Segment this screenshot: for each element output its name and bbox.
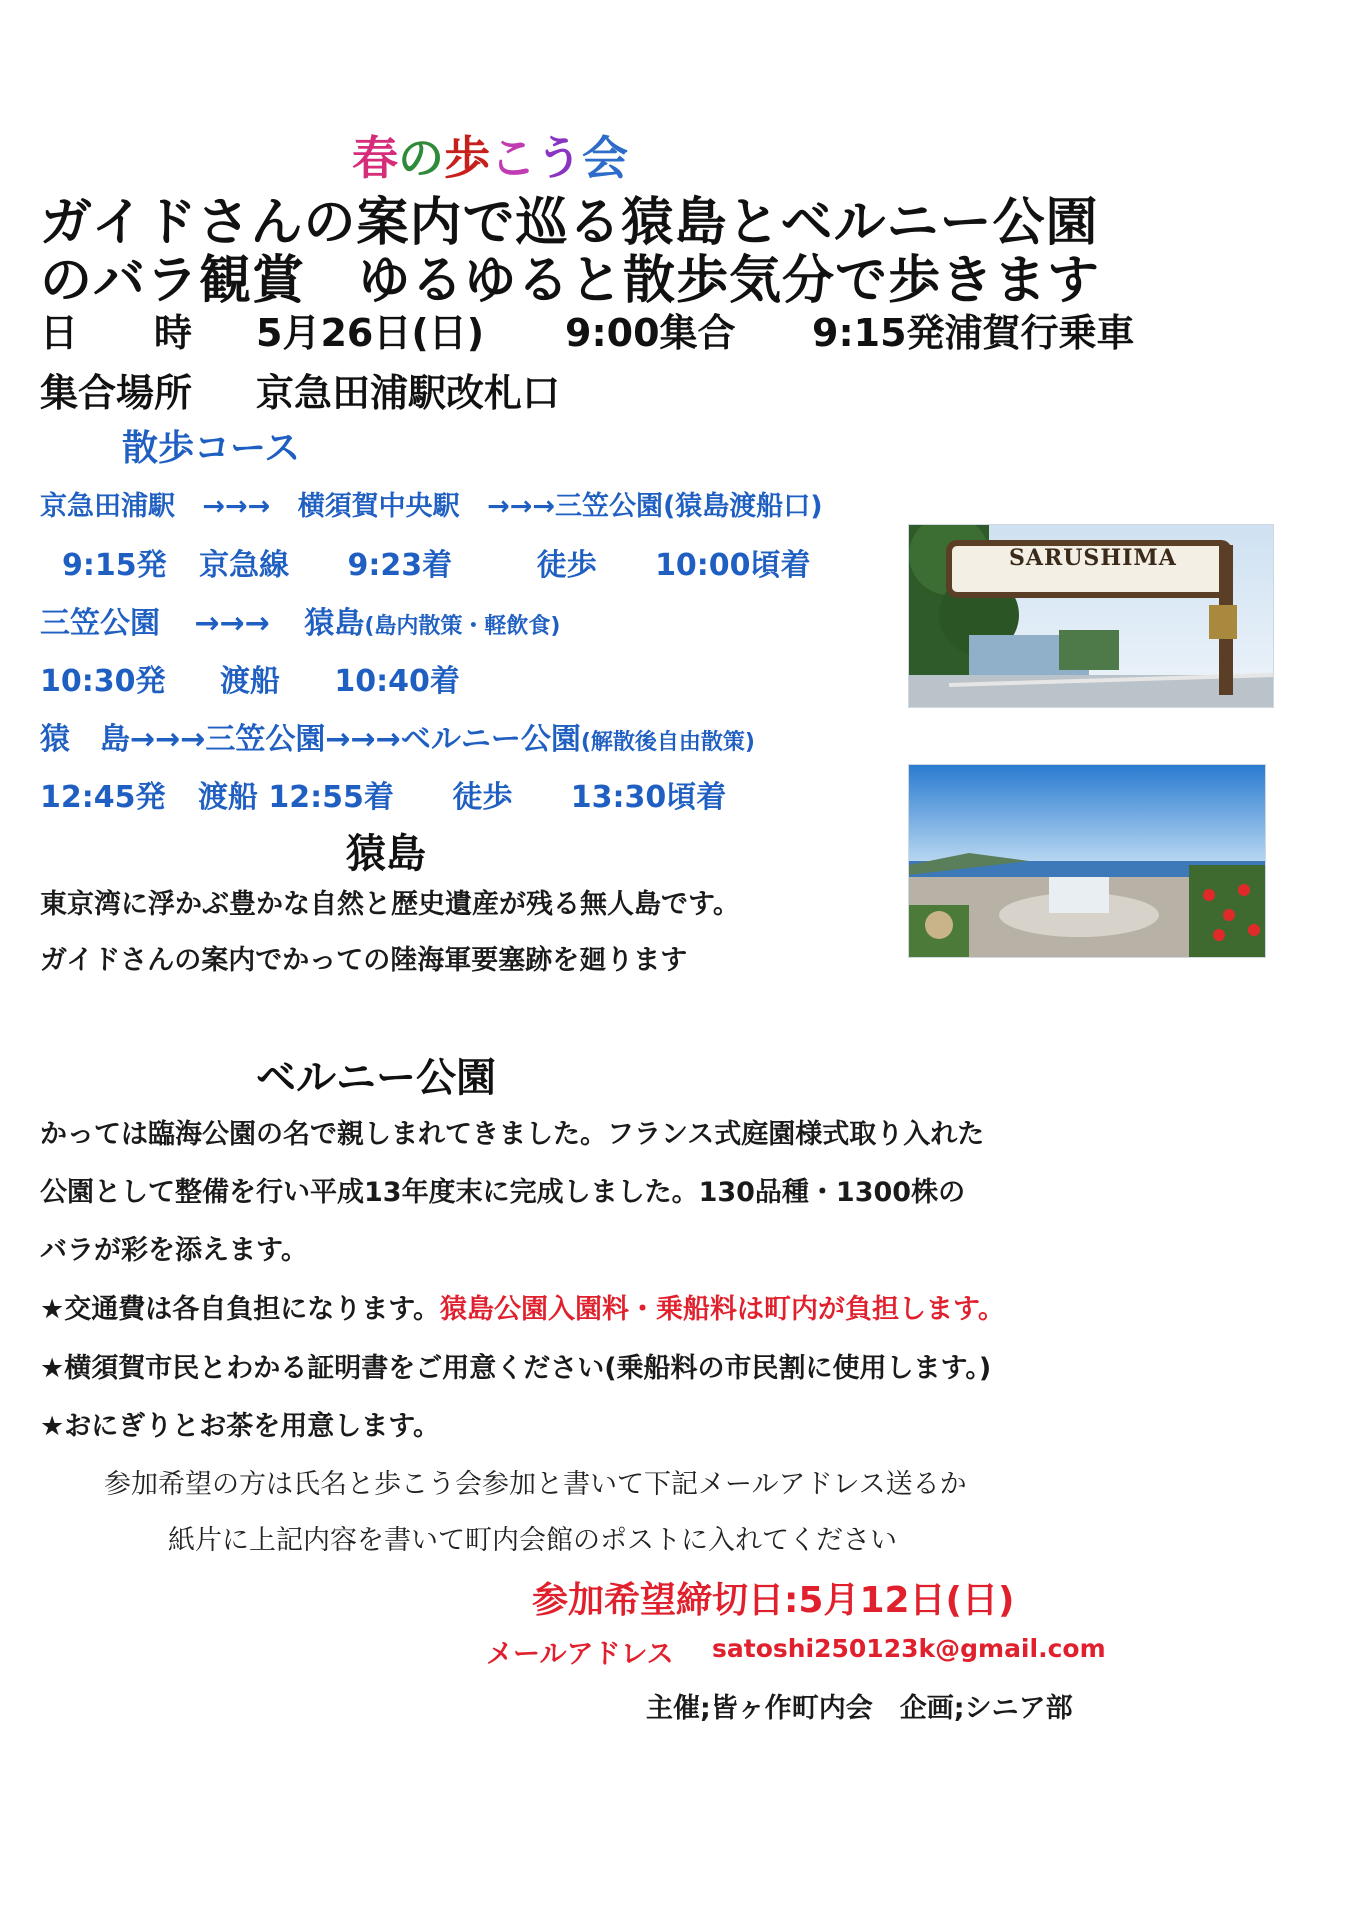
- verny-line-1: かっては臨海公園の名で親しまれてきました。フランス式庭園様式取り入れた: [40, 1119, 985, 1150]
- course-row-5-note: (解散後自由散策): [580, 730, 755, 755]
- title-char-5: う: [536, 131, 582, 185]
- course-row-4-a: 10:30発: [40, 664, 166, 699]
- gather-time: 9:00集合: [565, 311, 736, 355]
- course-row-1-c: 横須賀中央駅: [297, 491, 460, 522]
- course-row-6-c: 徒歩: [452, 780, 513, 815]
- headline-line-2: のバラ観賞 ゆるゆると散歩気分で歩きます: [40, 251, 1101, 311]
- course-row-1: [40, 484, 823, 523]
- note-fee-covered: 猿島公園入園料・乗船料は町内が負担します。: [440, 1294, 1005, 1325]
- headline-line-1: ガイドさんの案内で巡る猿島とベルニー公園: [40, 193, 1099, 253]
- verny-line-2: 公園として整備を行い平成13年度末に完成しました。130品種・1300株の: [40, 1177, 966, 1208]
- course-row-3-a: 三笠公園: [40, 606, 160, 641]
- host-info: 主催;皆ヶ作町内会 企画;シニア部: [646, 1693, 1073, 1724]
- meeting-place-label: 集合場所: [40, 371, 193, 415]
- deadline: 参加希望締切日:5月12日(日): [532, 1580, 1015, 1621]
- course-row-5-a: 猿 島→→→三笠公園→→→ベルニー公園: [40, 722, 581, 757]
- sarushima-line-2: ガイドさんの案内でかっての陸海軍要塞跡を廻ります: [40, 945, 688, 976]
- course-row-1-b: →→→: [202, 491, 271, 522]
- sarushima-heading: 猿島: [346, 831, 426, 877]
- note-food: ★おにぎりとお茶を用意します。: [40, 1411, 441, 1442]
- course-heading: 散歩コース: [122, 428, 301, 469]
- sarushima-gate-photo: [908, 524, 1274, 708]
- note-transport-text: ★交通費は各自負担になります。: [40, 1294, 441, 1325]
- verny-park-photo: [908, 764, 1266, 958]
- title-char-2: の: [398, 131, 444, 185]
- course-row-2-a: 9:15発: [62, 548, 167, 583]
- title-char-6: 会: [582, 131, 628, 185]
- sarushima-line-1: 東京湾に浮かぶ豊かな自然と歴史遺産が残る無人島です。: [40, 889, 740, 920]
- sarushima-sign-text: SARUSHIMA: [1009, 545, 1177, 571]
- note-transport: [40, 1287, 1005, 1326]
- verny-heading: ベルニー公園: [256, 1055, 496, 1101]
- note-id: ★横須賀市民とわかる証明書をご用意ください(乗船料の市民割に使用します。): [40, 1353, 992, 1384]
- course-row-6: [40, 772, 726, 816]
- course-row-3-b: →→→: [194, 606, 270, 641]
- course-row-2-d: 徒歩: [536, 548, 597, 583]
- verny-line-3: バラが彩を添えます。: [40, 1235, 308, 1266]
- meeting-place: 京急田浦駅改札口: [256, 371, 561, 415]
- course-row-2-c: 9:23着: [347, 548, 453, 583]
- course-row-1-a: 京急田浦駅: [40, 491, 175, 522]
- event-title: [352, 122, 628, 188]
- apply-line-1: 参加希望の方は氏名と歩こう会参加と書いて下記メールアドレス送るか: [104, 1469, 967, 1500]
- mail-label: メールアドレス: [486, 1639, 674, 1670]
- course-row-4-b: 渡船: [219, 664, 280, 699]
- title-char-1: 春: [352, 131, 398, 185]
- course-row-3: [40, 598, 560, 642]
- course-row-5: [40, 714, 755, 758]
- course-row-2: [62, 540, 811, 584]
- course-row-6-b: 渡船 12:55着: [197, 780, 394, 815]
- datetime-label: 日 時: [40, 311, 193, 355]
- course-row-1-d: →→→三笠公園(猿島渡船口): [487, 491, 823, 522]
- course-row-4: [40, 656, 460, 700]
- mail-address[interactable]: satoshi250123k@gmail.com: [712, 1634, 1106, 1663]
- course-row-2-e: 10:00頃着: [655, 548, 811, 583]
- train-info: 9:15発浦賀行乗車: [812, 311, 1135, 355]
- course-row-4-c: 10:40着: [334, 664, 460, 699]
- course-row-6-d: 13:30頃着: [570, 780, 727, 815]
- title-char-3: 歩: [444, 131, 490, 185]
- course-row-6-a: 12:45発: [40, 780, 166, 815]
- course-row-3-note: (島内散策・軽飲食): [364, 614, 561, 639]
- title-char-4: こ: [490, 131, 536, 185]
- event-date: 5月26日(日): [256, 311, 485, 355]
- course-row-2-b: 京急線: [199, 548, 290, 583]
- apply-line-2: 紙片に上記内容を書いて町内会館のポストに入れてください: [168, 1525, 897, 1556]
- course-row-3-c: 猿島: [304, 606, 365, 641]
